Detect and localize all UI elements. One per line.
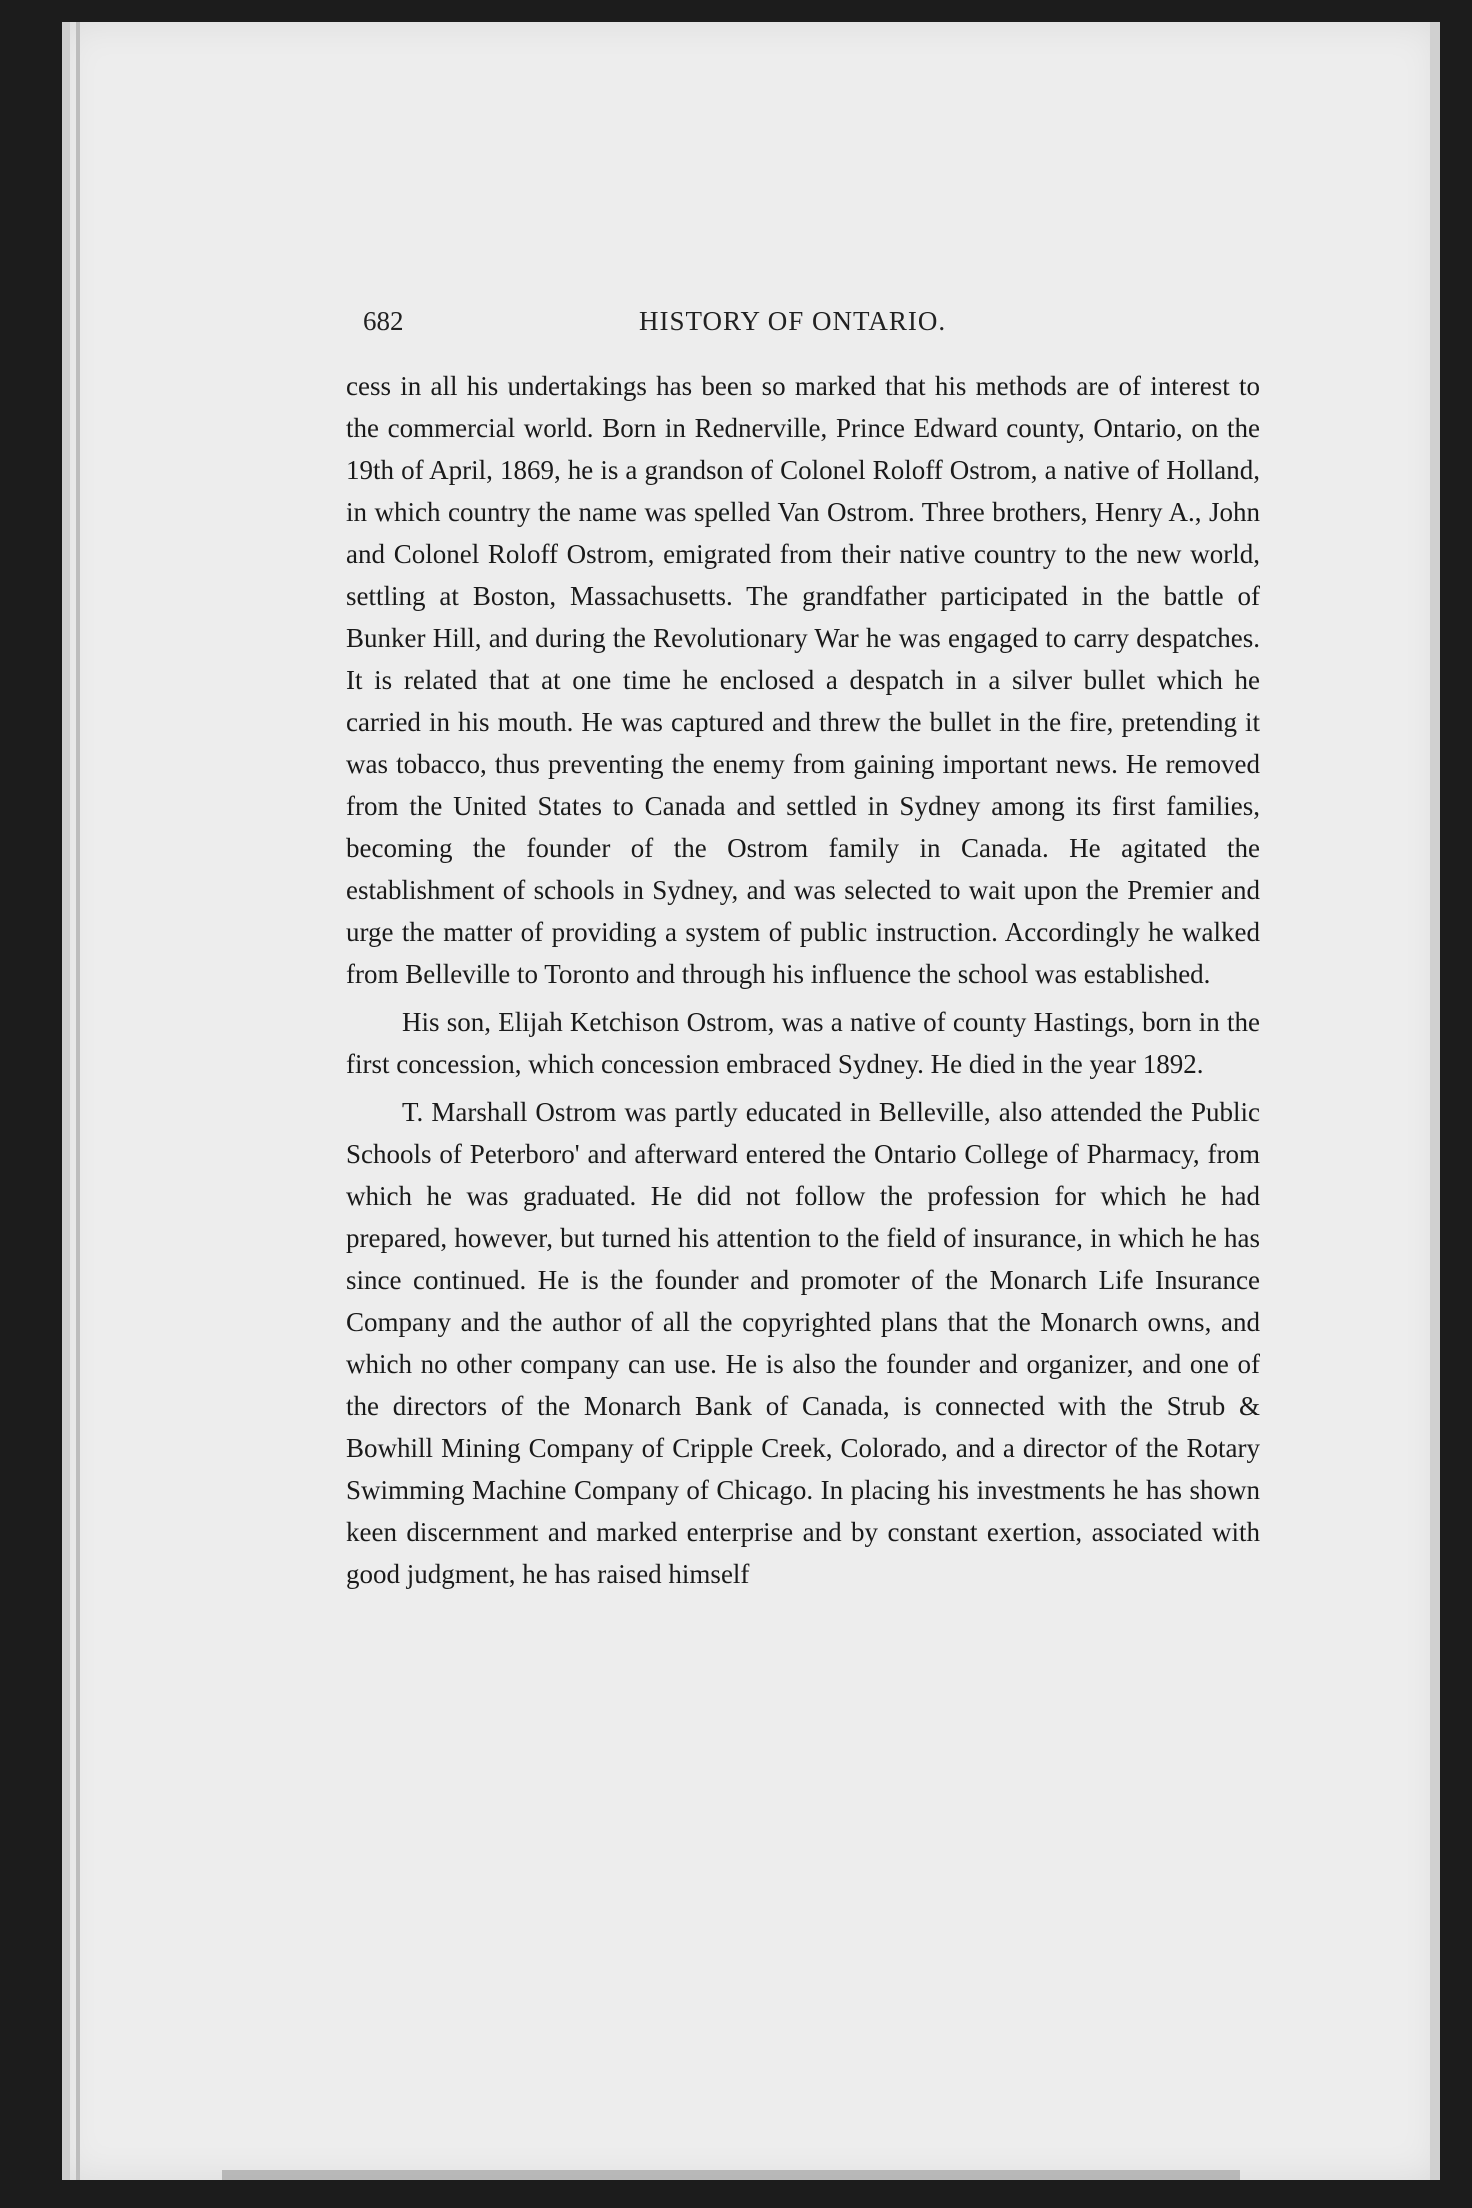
- page-number: 682: [363, 306, 404, 336]
- body-text: [346, 365, 1260, 1595]
- page-header: [363, 306, 1263, 346]
- paragraph-2: His son, Elijah Ketchison Ostrom, was a native of county Hastings, born in the first concession, which concession embraced Sydney. He died in the year 1892.: [346, 1007, 1260, 1079]
- page-edge-left: [62, 22, 70, 2180]
- running-title: HISTORY OF ONTARIO.: [639, 306, 947, 336]
- page-edge-right: [1430, 22, 1440, 2180]
- page-edge-line: [76, 22, 80, 2180]
- paragraph-1: cess in all his undertakings has been so marked that his methods are of interest to the commercial world. Born in Rednerville, Prince Edward county, Ontario, on the 19th of April, 1869, he is a grandson of Colonel Roloff Ostrom, a native of Holland, in which country the name was spelled Van Ostrom. Three brothers, Henry A., John and Colonel Roloff Ostrom, emigrated from their native country to the new world, settling at Boston, Massachusetts. The grandfather participated in the battle of Bunker Hill, and during the Revolutionary War he was engaged to carry despatches. It is related that at one time he enclosed a despatch in a silver bullet which he carried in his mouth. He was captured and threw the bullet in the fire, pretending it was tobacco, thus preventing the enemy from gaining important news. He removed from the United States to Canada and settled in Sydney among its first families, becoming the founder of the Ostrom family in Canada. He agitated the establishment of schools in Sydney, and was selected to wait upon the Premier and urge the matter of providing a system of public instruction. Accordingly he walked from Belleville to Toronto and through his influence the school was established.: [346, 371, 1260, 989]
- page-edge-bottom: [222, 2170, 1240, 2180]
- paragraph-3: T. Marshall Ostrom was partly educated in Belleville, also attended the Public Schools of Peterboro' and afterward entered the Ontario College of Pharmacy, from which he was graduated. He did not follow the profession for which he had prepared, however, but turned his attention to the field of insurance, in which he has since continued. He is the founder and promoter of the Monarch Life Insurance Company and the author of all the copyrighted plans that the Monarch owns, and which no other company can use. He is also the founder and organizer, and one of the directors of the Monarch Bank of Canada, is connected with the Strub & Bowhill Mining Company of Cripple Creek, Colorado, and a director of the Rotary Swimming Machine Company of Chicago. In placing his investments he has shown keen discernment and marked enterprise and by constant exertion, associated with good judgment, he has raised himself: [346, 1097, 1260, 1589]
